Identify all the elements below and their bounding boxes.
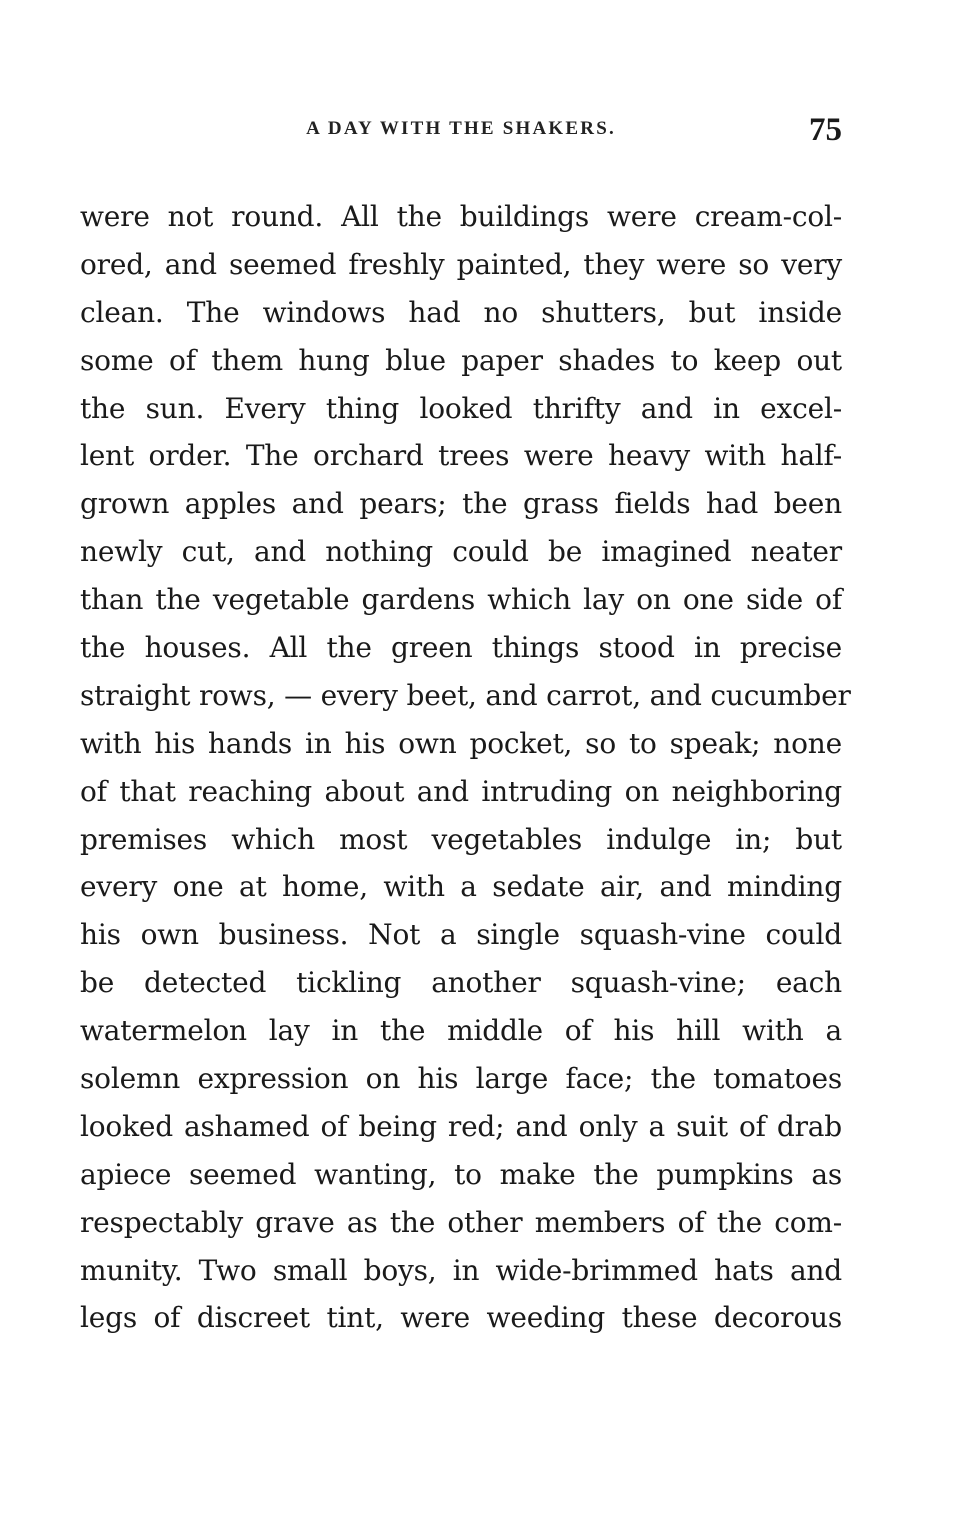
text-line: looked ashamed of being red; and only a suit of drab xyxy=(80,1109,842,1143)
text-line: premises which most vegetables indulge in; but xyxy=(80,822,842,856)
text-line: of that reaching about and intruding on neighboring xyxy=(80,774,842,808)
text-line: watermelon lay in the middle of his hill with a xyxy=(80,1014,842,1048)
text-line: ored, and seemed freshly painted, they were so very xyxy=(80,247,842,281)
body-paragraph xyxy=(80,193,851,1342)
text-line: than the vegetable gardens which lay on one side of xyxy=(80,583,842,617)
text-line: clean. The windows had no shutters, but inside xyxy=(80,295,842,329)
text-line: the sun. Every thing looked thrifty and in excel- xyxy=(80,391,842,425)
text-line: newly cut, and nothing could be imagined neater xyxy=(80,535,842,569)
page-number: 75 xyxy=(809,112,842,148)
text-line: respectably grave as the other members of the com- xyxy=(80,1205,842,1239)
text-line: be detected tickling another squash-vine; each xyxy=(80,966,842,1000)
text-line: every one at home, with a sedate air, and minding xyxy=(80,870,842,904)
text-line: straight rows, — every beet, and carrot, and cucumber xyxy=(80,678,851,712)
text-line: his own business. Not a single squash-vine could xyxy=(80,918,842,952)
text-line: solemn expression on his large face; the tomatoes xyxy=(80,1062,842,1096)
text-line: were not round. All the buildings were cream-col- xyxy=(80,200,842,233)
text-line: with his hands in his own pocket, so to speak; none xyxy=(80,726,842,760)
text-line: lent order. The orchard trees were heavy with half- xyxy=(80,439,842,473)
text-line: grown apples and pears; the grass fields had been xyxy=(80,487,842,521)
text-line: some of them hung blue paper shades to keep out xyxy=(80,343,842,377)
text-line: munity. Two small boys, in wide-brimmed hats and xyxy=(80,1253,842,1287)
running-head xyxy=(80,112,842,152)
text-line: apiece seemed wanting, to make the pumpkins as xyxy=(80,1157,842,1191)
text-line: the houses. All the green things stood in precise xyxy=(80,631,842,665)
text-line: legs of discreet tint, were weeding these decorous xyxy=(80,1301,842,1335)
running-title: A DAY WITH THE SHAKERS. xyxy=(306,118,616,139)
